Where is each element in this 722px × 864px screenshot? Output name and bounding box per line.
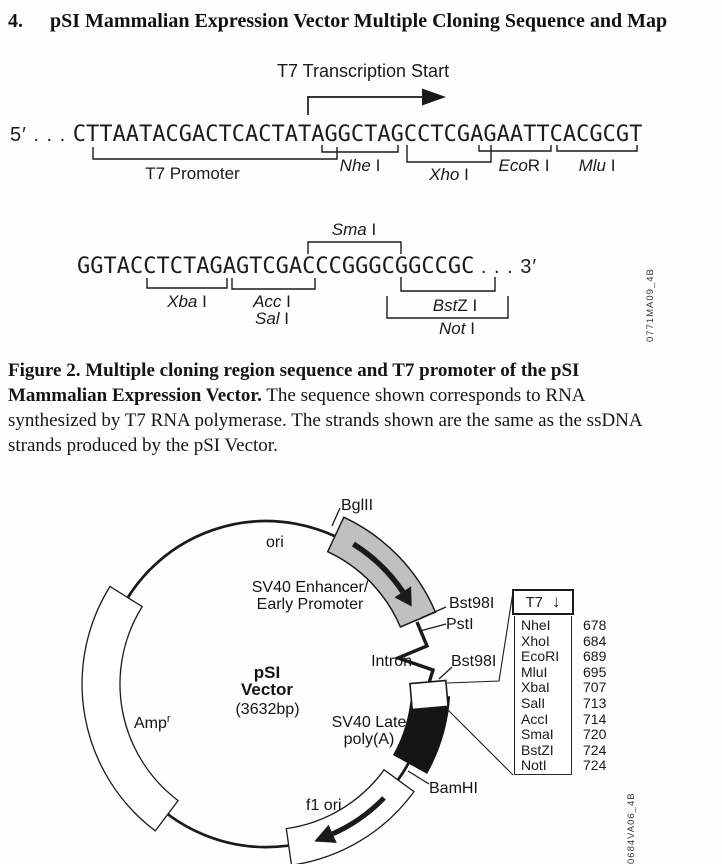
plasmid-size-label: (3632bp): [235, 701, 300, 718]
amp-resistance-label: Amp$^r$: [134, 713, 171, 732]
sv40-enhancer-label-line2: Early Promoter: [256, 596, 364, 613]
bstzi-bracket: [401, 277, 495, 291]
map-part-number: 0684VA06_4B: [626, 792, 637, 864]
ori-label: ori: [266, 534, 284, 551]
enzyme-name: AccI: [521, 710, 549, 727]
acci-label: Acc I: [253, 292, 291, 311]
enzyme-position: 724: [583, 757, 607, 774]
enzyme-position: 714: [583, 710, 607, 727]
sequence-line2-bases: GGTACCTCTAGAGTCGACCCGGGCGGCCGC: [77, 254, 475, 279]
enzyme-position: 713: [583, 694, 607, 711]
smai-bracket: [308, 242, 401, 254]
enzyme-position: 678: [583, 617, 607, 633]
sv40-late-label-line1: SV40 Late: [331, 714, 407, 731]
enzyme-position: 689: [583, 648, 607, 665]
intron-label: Intron: [371, 653, 412, 670]
acci-sali-bracket: [232, 278, 315, 289]
enzyme-name: XhoI: [521, 632, 550, 649]
enzyme-name: MluI: [521, 663, 548, 680]
caption-line: synthesized by T7 RNA polymerase. The strands shown are the same as the ssDNA: [8, 410, 643, 431]
t7-promoter-bracket: [93, 147, 337, 159]
mlui-label: Mlu I: [578, 156, 616, 175]
enzyme-position: 724: [583, 741, 607, 758]
f1-ori-label: f1 ori: [306, 797, 342, 814]
t7-promoter-label: T7 Promoter: [145, 164, 240, 183]
bst98i-lower-label: Bst98I: [451, 653, 497, 670]
bstzi-label: BstZ I: [432, 296, 478, 315]
bst98i-upper-label: Bst98I: [449, 595, 495, 612]
enzyme-position: 707: [583, 679, 607, 696]
t7-start-arrowhead-icon: [422, 89, 446, 106]
section-heading: [8, 8, 714, 34]
figure2-part-number: 0771MA09_4B: [645, 268, 656, 342]
enzyme-table-header: [512, 589, 574, 615]
enzyme-name: NheI: [521, 617, 551, 633]
t7-start-arrow-line: [308, 97, 422, 115]
sequence-line1-bases: CTTAATACGACTCACTATAGGCTAGCCTCGAGAATTCACGCGT: [72, 122, 643, 147]
section-title: pSI Mammalian Expression Vector Multiple Cloning Sequence and Map: [50, 10, 668, 32]
psti-tick: [420, 624, 446, 631]
enzyme-name: XbaI: [521, 679, 550, 696]
plasmid-name-line2: Vector: [241, 680, 293, 699]
enzyme-table-names: [514, 616, 572, 775]
figure2-caption: [8, 358, 716, 458]
enzyme-position: 684: [583, 632, 607, 649]
sequence-line-2: [77, 256, 537, 278]
sequence-line-1: [10, 124, 642, 146]
caption-line: Mammalian Expression Vector. The sequence shown corresponds to RNA: [8, 385, 586, 406]
t7-transcription-start-label: T7 Transcription Start: [277, 61, 450, 81]
enzyme-name: EcoRI: [521, 648, 560, 665]
f1-ori-band: [286, 770, 414, 864]
enzyme-name: SalI: [521, 694, 546, 711]
bglii-label: BglII: [341, 497, 374, 514]
sali-label: Sal I: [254, 309, 290, 328]
enzyme-name: SmaI: [521, 726, 554, 743]
mcs-region-box: [410, 680, 448, 709]
sequence-line1-prefix: 5′ . . .: [10, 124, 73, 146]
section-number: 4.: [8, 10, 23, 32]
nhei-label: Nhe I: [339, 156, 381, 175]
xbai-bracket: [147, 278, 227, 288]
xbai-label: Xba I: [167, 292, 207, 311]
noti-label: Not I: [439, 319, 475, 338]
enzyme-position: 720: [583, 726, 607, 743]
enzyme-position: 695: [583, 663, 607, 680]
caption-line: strands produced by the pSI Vector.: [8, 435, 278, 456]
ecori-label: EcoR I: [498, 156, 550, 175]
smai-label: Sma I: [331, 220, 377, 239]
sv40-late-label-line2: poly(A): [343, 731, 395, 748]
table-callout-line-bottom: [446, 708, 513, 775]
enzyme-table-header-label: T7: [525, 593, 543, 611]
plasmid-name-line1: pSI: [253, 663, 281, 682]
caption-line: Figure 2. Multiple cloning region sequence and T7 promoter of the pSI: [8, 360, 580, 381]
bglii-tick: [332, 508, 340, 526]
enzyme-name: NotI: [521, 757, 547, 774]
sv40-enhancer-label-line1: SV40 Enhancer/: [251, 579, 369, 596]
psti-label: PstI: [446, 616, 474, 633]
bamhi-label: BamHI: [429, 780, 478, 797]
xhoi-label: Xho I: [429, 165, 469, 184]
down-arrow-icon: ↓: [552, 592, 561, 611]
enzyme-table-positions: [583, 618, 623, 774]
sequence-line2-suffix: . . . 3′: [474, 256, 538, 278]
enzyme-name: BstZI: [521, 741, 554, 758]
amp-gene-band: [82, 587, 178, 831]
